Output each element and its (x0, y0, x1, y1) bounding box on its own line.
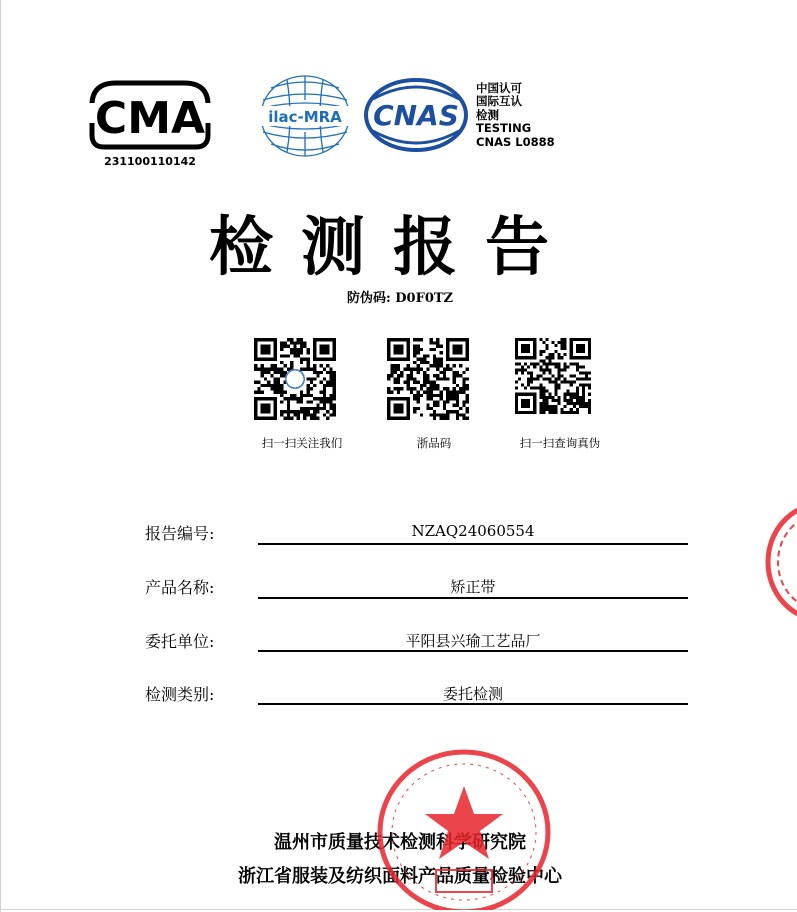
test-category-label: 检测类别: (145, 685, 215, 704)
report-number-value: NZAQ24060554 (411, 522, 535, 540)
issuing-institute: 温州市质量技术检测科学研究院 (274, 832, 526, 853)
title-char: 报 (393, 210, 457, 285)
field-underline (258, 703, 688, 705)
ilac-mra-logo (257, 72, 353, 160)
qr-code-icon[interactable] (387, 338, 469, 420)
cnas-logo (363, 77, 469, 153)
cnas-caption-line: CNAS L0888 (476, 134, 555, 149)
client-label: 委托单位: (145, 632, 215, 651)
field-underline (258, 650, 688, 652)
cnas-caption (476, 82, 586, 149)
red-star-seal-icon (376, 742, 552, 910)
cnas-caption-line: 中国认可 (476, 81, 522, 95)
partial-seal-icon (762, 500, 797, 625)
report-number-label: 报告编号: (145, 524, 215, 543)
qr-label-verify: 扫一扫查询真伪 (519, 436, 601, 450)
page-edge-left (0, 0, 1, 912)
title-char: 检 (209, 210, 273, 285)
cnas-caption-line: 检测 (476, 107, 499, 122)
product-name-label: 产品名称: (145, 578, 215, 597)
cnas-caption-line: TESTING (476, 121, 532, 136)
qr-label-zhepinma: 浙品码 (416, 436, 452, 450)
cnas-caption-line: 国际互认 (476, 94, 522, 109)
ilac-text: ilac-MRA (268, 108, 342, 126)
qr-code-icon[interactable] (515, 338, 591, 414)
cma-logo (88, 75, 212, 170)
cnas-text: CNAS (373, 99, 459, 132)
security-code: 防伪码: D0F0TZ (346, 291, 454, 306)
test-category-value: 委托检测 (442, 685, 503, 703)
title-char: 测 (301, 210, 365, 285)
client-value: 平阳县兴瑜工艺品厂 (405, 632, 541, 650)
cma-text: CMA (94, 93, 206, 144)
field-underline (258, 597, 688, 599)
cma-number: 231100110142 (104, 155, 196, 168)
report-title (195, 208, 575, 288)
field-underline (258, 543, 688, 545)
product-name-value: 矫正带 (450, 578, 496, 596)
title-char: 告 (485, 210, 549, 285)
inspection-center: 浙江省服装及纺织面料产品质量检验中心 (238, 866, 562, 887)
qr-code-icon[interactable] (254, 338, 336, 420)
qr-label-follow: 扫一扫关注我们 (261, 436, 343, 450)
